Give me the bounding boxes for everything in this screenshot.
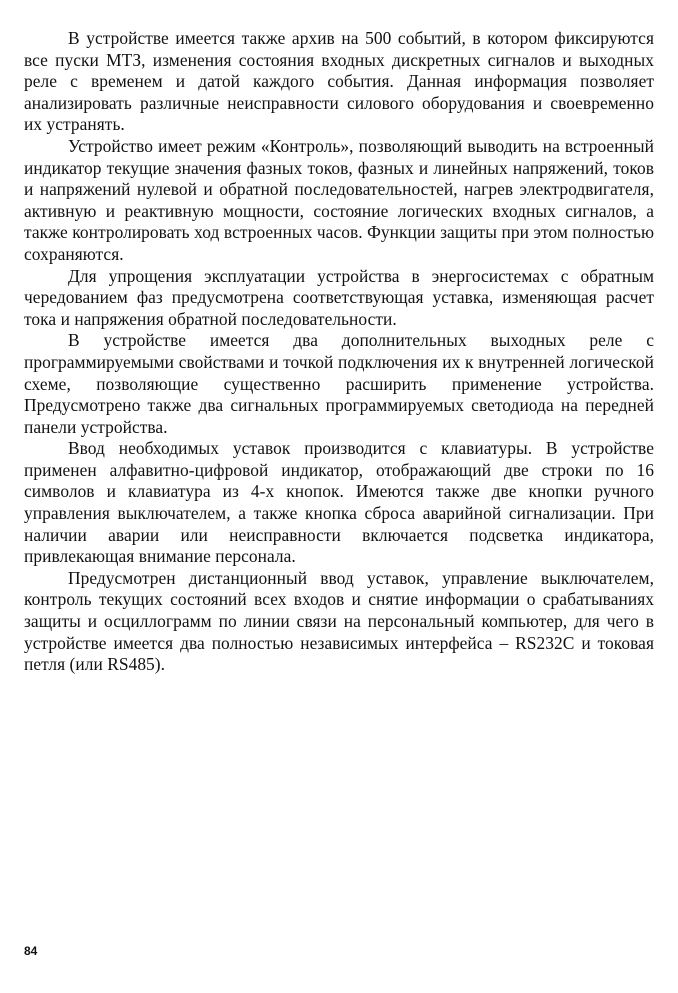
paragraph-control-mode: Устройство имеет режим «Контроль», позволяющий выводить на встроенный индикатор текущие значения фазных токов, фазных и линейных напряжений, токов и напряжений нулевой и обратной последовательностей, нагрев электродвигателя, активную и реактивную мощности, состояние логических входных сигналов, а также контролировать ход встроенных часов. Функции защиты при этом полностью сохраняются. (24, 135, 654, 264)
paragraph-output-relays: В устройстве имеется два дополнительных выходных реле с программируемыми свойствами и точкой подключения их к внутренней логической схеме, позволяющие существенно расширить применение устройства. Предусмотрено также два сигнальных программируемых светодиода на передней панели устройства. (24, 330, 654, 437)
paragraph-remote-interface: Предусмотрен дистанционный ввод уставок, управление выключателем, контроль текущих состояний всех входов и снятие информации о срабатываниях защиты и осциллограмм по линии связи на персональный компьютер, для чего в устройстве имеется два полностью независимых интерфейса – RS232C и токовая петля (или RS485). (24, 567, 654, 675)
page-number: 84 (24, 944, 38, 958)
paragraph-keyboard-input: Ввод необходимых уставок производится с клавиатуры. В устройстве применен алфавитно-цифровой индикатор, отображающий две строки по 16 символов и клавиатура из 4-х кнопок. Имеются также две кнопки ручного управления выключателем, а также кнопка сброса аварийной сигнализации. При наличии аварии или неисправности включается подсветка индикатора, привлекающая внимание персонала. (24, 438, 654, 567)
paragraph-event-archive: В устройстве имеется также архив на 500 событий, в котором фиксируются все пуски МТЗ, изменения состояния входных дискретных сигналов и выходных реле с временем и датой каждого события. Данная информация позволяет анализировать различные неисправности силового оборудования и своевременно их устранять. (24, 28, 654, 135)
paragraph-phase-sequence: Для упрощения эксплуатации устройства в энергосистемах с обратным чередованием фаз предусмотрена соответствующая уставка, изменяющая расчет тока и напряжения обратной последовательности. (24, 265, 654, 329)
page-body (24, 28, 654, 676)
